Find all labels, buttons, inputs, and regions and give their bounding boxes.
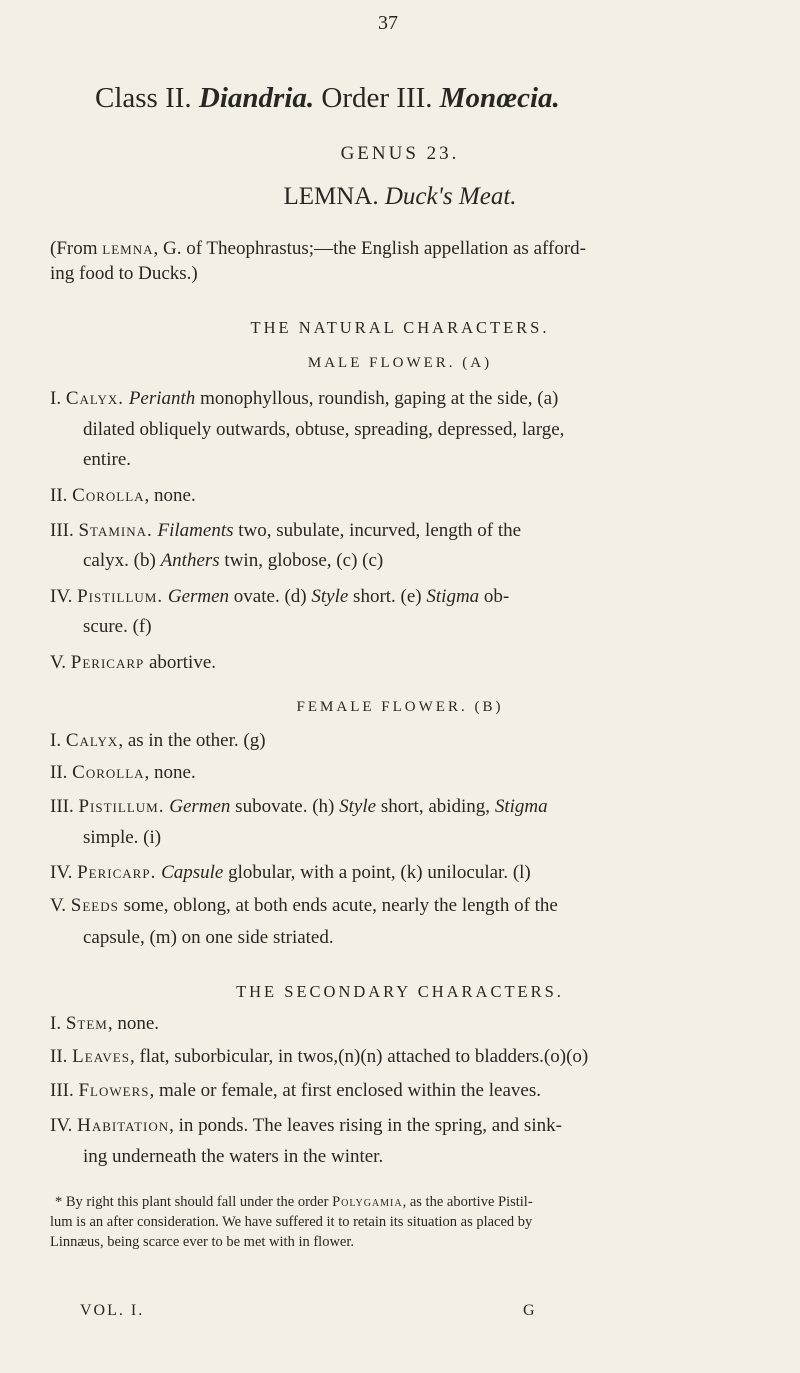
common-name: Duck's Meat. bbox=[384, 183, 517, 210]
order-label: Order III. bbox=[321, 82, 433, 114]
footnote-line-2: lum is an after consideration. We have suffered it to retain its situation as placed by bbox=[50, 1214, 533, 1230]
female-seeds-line-2: capsule, (m) on one side striated. bbox=[83, 927, 334, 948]
male-calyx-line-2: dilated obliquely outwards, obtuse, spreading, depressed, large, bbox=[83, 419, 565, 440]
secondary-flowers-line: III. Flowers, male or female, at first enclosed within the leaves. bbox=[50, 1080, 541, 1101]
etymology-line-2: ing food to Ducks.) bbox=[50, 263, 198, 284]
male-pistillum-line-1: IV. Pistillum. Germen ovate. (d) Style short. (e) Stigma ob- bbox=[50, 586, 510, 607]
lemna-name: LEMNA. bbox=[283, 183, 379, 210]
male-flower-heading: MALE FLOWER. (A) bbox=[307, 355, 493, 371]
footnote-line-3: Linnæus, being scarce ever to be met with in flower. bbox=[50, 1234, 355, 1250]
female-seeds-line-1: V. Seeds some, oblong, at both ends acute, nearly the length of the bbox=[50, 895, 558, 916]
male-stamina-line-2: calyx. (b) Anthers twin, globose, (c) (c) bbox=[83, 550, 384, 571]
secondary-characters-heading: THE SECONDARY CHARACTERS. bbox=[236, 982, 564, 1001]
male-stamina-line-1: III. Stamina. Filaments two, subulate, incurved, length of the bbox=[50, 520, 522, 541]
male-calyx-line-1: I. Calyx. Perianth monophyllous, roundish, gaping at the side, (a) bbox=[50, 388, 559, 409]
signature-mark: G bbox=[523, 1302, 535, 1319]
female-pistillum-line-1: III. Pistillum. Germen subovate. (h) Style short, abiding, Stigma bbox=[50, 796, 548, 817]
female-flower-heading: FEMALE FLOWER. (B) bbox=[296, 699, 504, 715]
natural-characters-heading: THE NATURAL CHARACTERS. bbox=[250, 318, 550, 337]
male-calyx-line-3: entire. bbox=[83, 449, 132, 470]
secondary-habitation-line-1: IV. Habitation, in ponds. The leaves rising in the spring, and sink- bbox=[50, 1115, 562, 1136]
male-pericarp-line: V. Pericarp abortive. bbox=[50, 652, 217, 673]
female-pericarp-line: IV. Pericarp. Capsule globular, with a point, (k) unilocular. (l) bbox=[50, 862, 531, 883]
page-number: 37 bbox=[378, 12, 398, 34]
female-pistillum-line-2: simple. (i) bbox=[83, 827, 162, 848]
secondary-leaves-line: II. Leaves, flat, suborbicular, in twos,(n)(n) attached to bladders.(o)(o) bbox=[50, 1046, 589, 1067]
page-title bbox=[95, 82, 560, 115]
male-corolla-line: II. Corolla, none. bbox=[50, 485, 196, 506]
male-pistillum-line-2: scure. (f) bbox=[83, 616, 152, 637]
female-corolla-line: II. Corolla, none. bbox=[50, 762, 196, 783]
class-name: Diandria. bbox=[198, 82, 315, 114]
genus-name bbox=[200, 183, 600, 211]
secondary-stem-line: I. Stem, none. bbox=[50, 1013, 160, 1034]
class-label: Class II. bbox=[95, 82, 192, 114]
genus-heading: GENUS 23. bbox=[340, 143, 460, 164]
volume-label: VOL. I. bbox=[80, 1302, 145, 1319]
secondary-habitation-line-2: ing underneath the waters in the winter. bbox=[83, 1146, 384, 1167]
order-name: Monœcia. bbox=[439, 82, 560, 114]
female-calyx-line: I. Calyx, as in the other. (g) bbox=[50, 730, 266, 751]
etymology-line-1: (From lemna, G. of Theophrastus;—the English appellation as afford- bbox=[50, 238, 586, 259]
footnote-line-1: * By right this plant should fall under the order Polygamia, as the abortive Pistil- bbox=[55, 1194, 533, 1210]
